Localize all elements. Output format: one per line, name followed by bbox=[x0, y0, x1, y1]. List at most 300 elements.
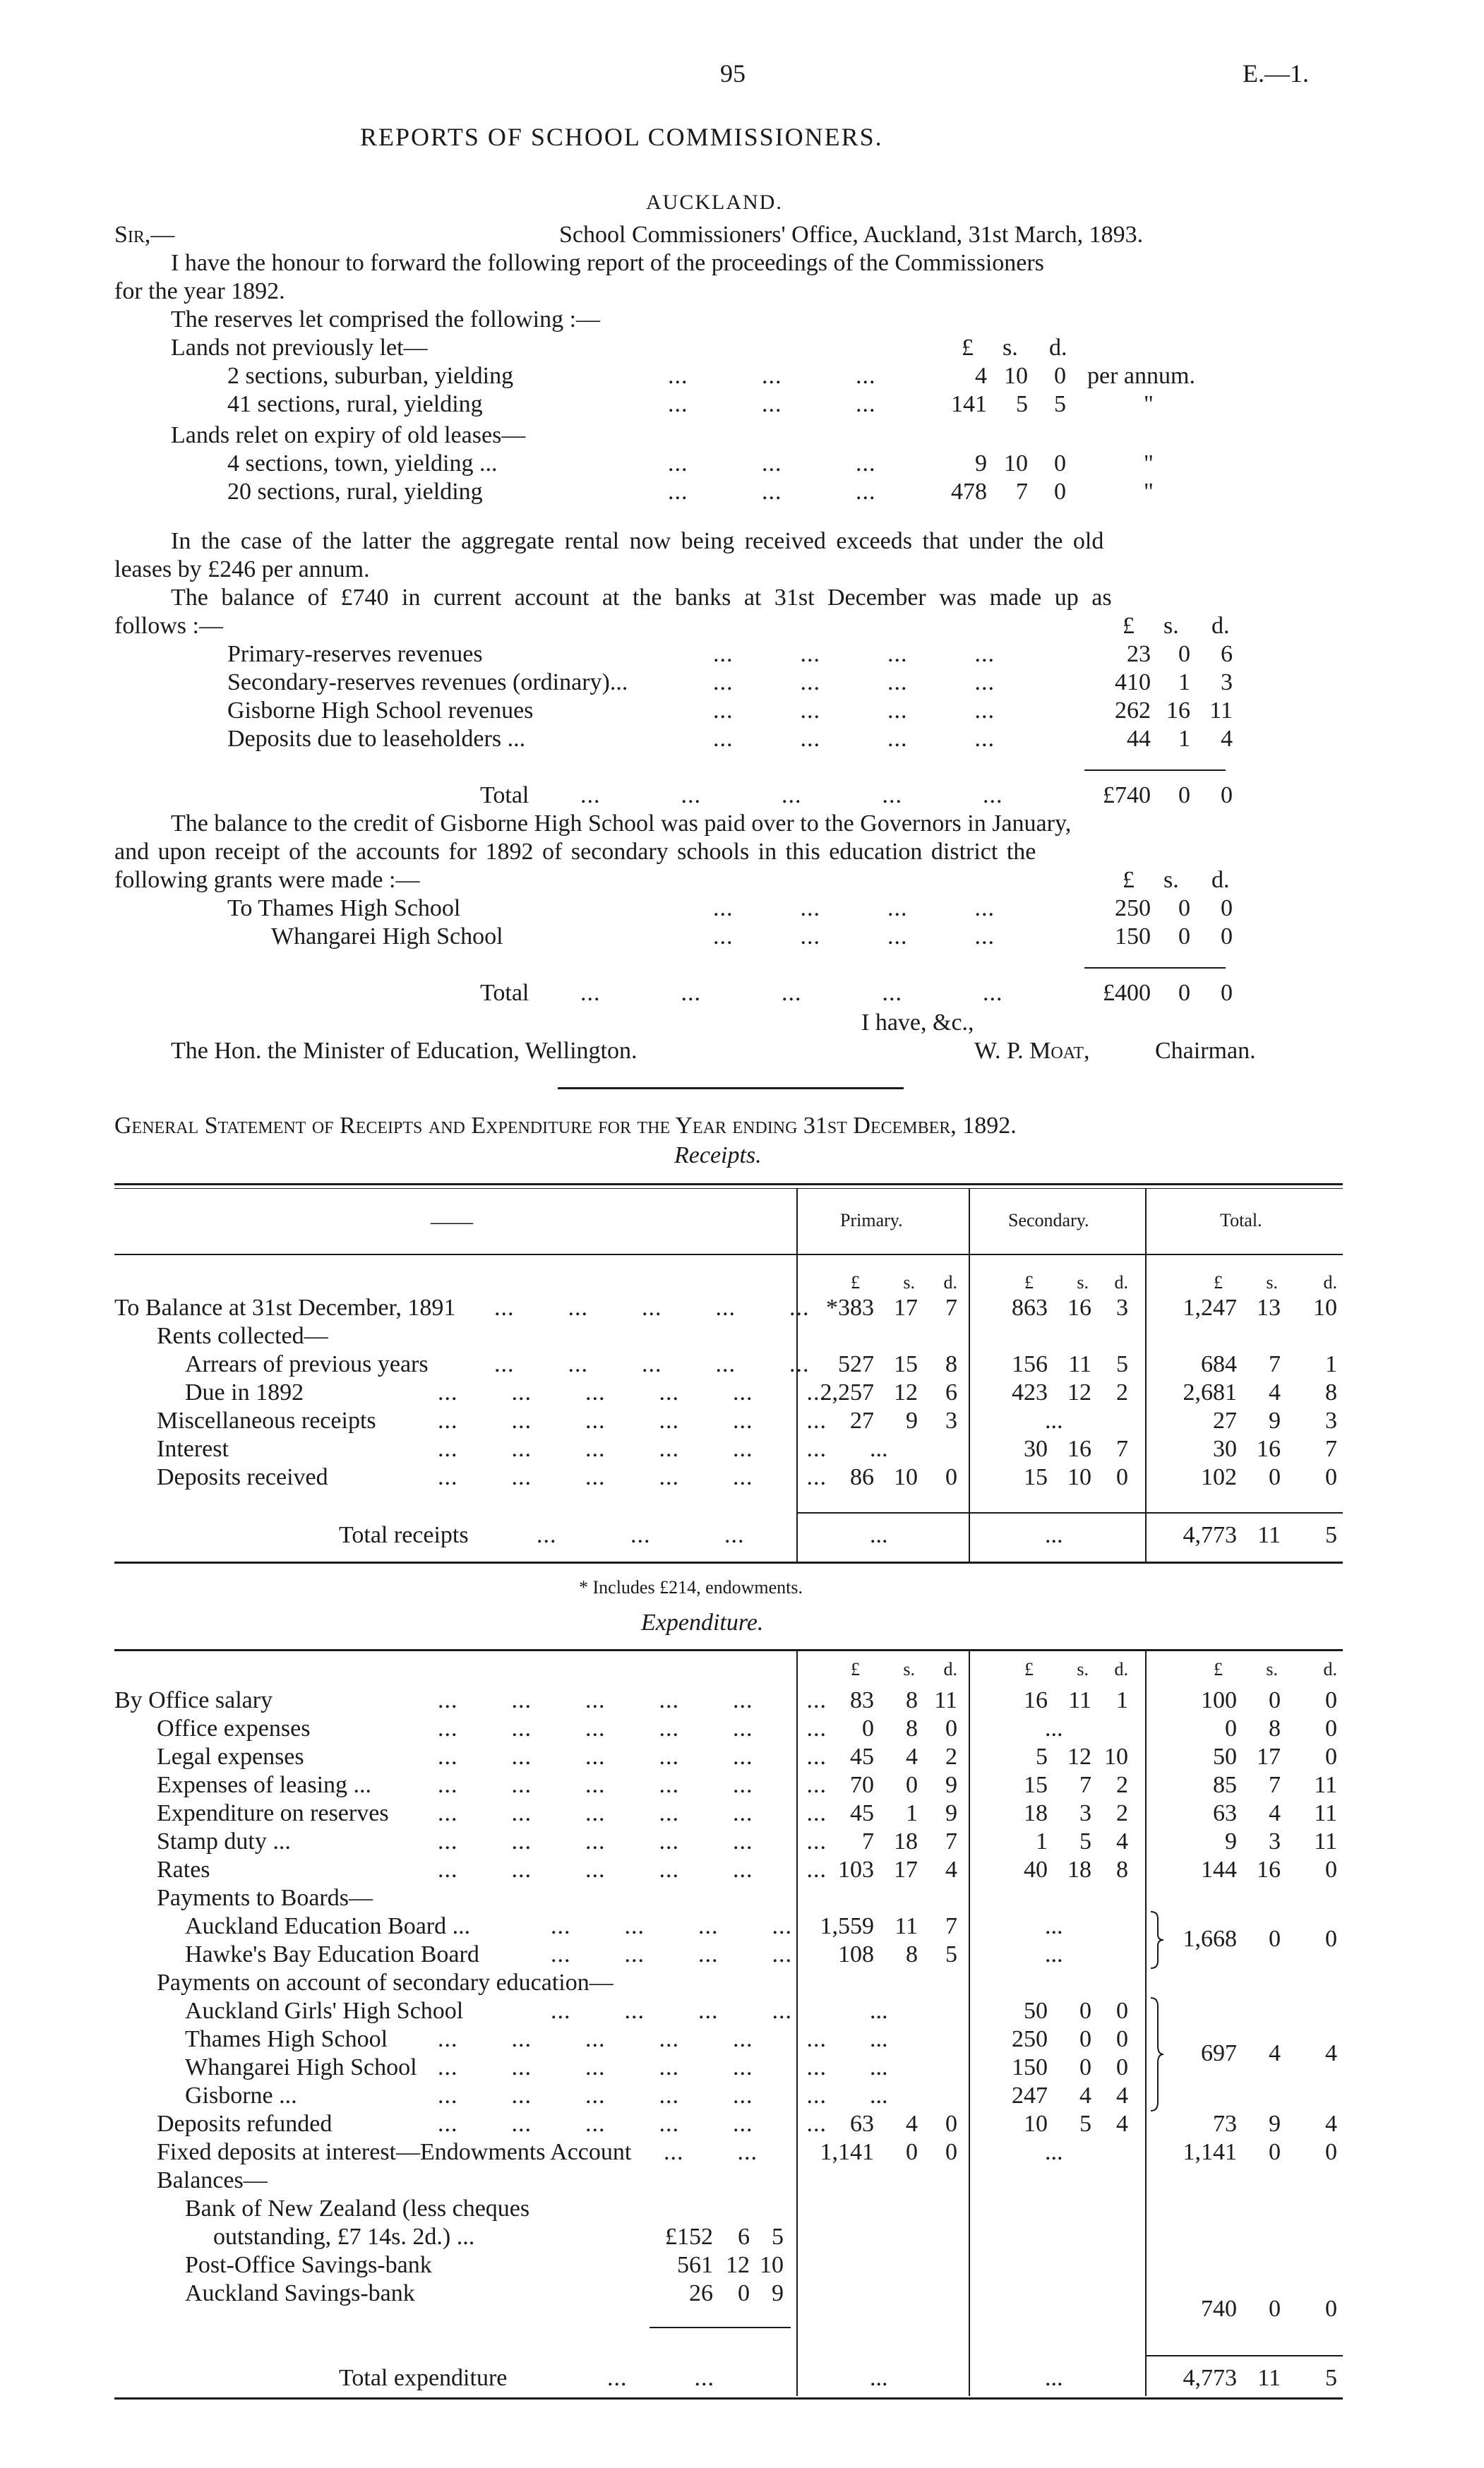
total-pounds: 684 bbox=[1201, 1351, 1237, 1377]
secondary-pence: 8 bbox=[1116, 1857, 1128, 1883]
total-pence: 11 bbox=[1314, 1800, 1337, 1826]
total-shillings: 0 bbox=[1269, 1687, 1281, 1713]
boards-total-pounds: 1,668 bbox=[1183, 1926, 1237, 1952]
secondary-pounds: 15 bbox=[1024, 1464, 1048, 1490]
reserve-suffix: " bbox=[1144, 391, 1154, 417]
primary-pence: 0 bbox=[945, 1715, 957, 1742]
leader-dots: ... ... ... ... ... ... bbox=[438, 1857, 827, 1883]
column-header-primary: Primary. bbox=[840, 1210, 903, 1230]
secondary-pounds: 50 bbox=[1024, 1998, 1048, 2024]
leader-dots: ... ... ... ... ... ... bbox=[438, 1800, 827, 1826]
total-pounds: 1,247 bbox=[1183, 1295, 1237, 1321]
row-label: Interest bbox=[157, 1436, 229, 1462]
row-label: Expenditure on reserves bbox=[157, 1800, 389, 1826]
reserve-pence: 0 bbox=[1054, 479, 1066, 505]
leader-dots: ... ... ... ... bbox=[713, 923, 995, 950]
row-label: Payments on account of secondary education— bbox=[157, 1970, 614, 1996]
table-rule bbox=[1147, 2355, 1343, 2356]
column-header-blank: —— bbox=[431, 1210, 473, 1233]
total-shillings: 16 bbox=[1257, 1857, 1281, 1883]
expenditure-total-pounds: 4,773 bbox=[1183, 2365, 1237, 2391]
secondary-pounds: 423 bbox=[1012, 1379, 1048, 1406]
col-pence-header: d. bbox=[1211, 867, 1230, 893]
primary-pence: 0 bbox=[945, 2139, 957, 2165]
leader-dots: ... ... bbox=[607, 2365, 714, 2391]
total-pence: 0 bbox=[1325, 1687, 1337, 1713]
total-shillings: 0 bbox=[1178, 980, 1190, 1006]
column-header-secondary: Secondary. bbox=[1008, 1210, 1089, 1230]
balance-label: outstanding, £7 14s. 2d.) ... bbox=[213, 2224, 475, 2250]
total-expenditure-label: Total expenditure bbox=[339, 2365, 508, 2391]
reserve-shillings: 10 bbox=[1004, 450, 1028, 477]
total-shillings: 3 bbox=[1269, 1828, 1281, 1855]
primary-shillings: 12 bbox=[894, 1379, 918, 1406]
item-label: Primary-reserves revenues bbox=[227, 641, 483, 667]
secondary-shillings: 16 bbox=[1067, 1295, 1091, 1321]
closing: I have, &c., bbox=[861, 1010, 974, 1036]
reserve-pounds: 4 bbox=[975, 363, 987, 389]
secondary-dots: ... bbox=[1045, 2139, 1063, 2165]
primary-pounds: 86 bbox=[850, 1464, 874, 1490]
secondary-shillings: 5 bbox=[1079, 2111, 1091, 2137]
currency-unit: d. bbox=[943, 1659, 957, 1679]
sum-rule bbox=[1084, 967, 1226, 969]
secondary-shillings: 11 bbox=[1068, 1687, 1091, 1713]
currency-unit: £ bbox=[1024, 1659, 1034, 1679]
total-pence: 0 bbox=[1325, 1715, 1337, 1742]
salutation: Sir,— bbox=[114, 222, 175, 248]
total-pounds: 73 bbox=[1213, 2111, 1237, 2137]
row-label: Deposits received bbox=[157, 1464, 328, 1490]
primary-pence: 2 bbox=[945, 1744, 957, 1770]
item-shillings: 0 bbox=[1178, 923, 1190, 950]
total-pounds: 27 bbox=[1213, 1408, 1237, 1434]
table-rule bbox=[114, 1254, 1343, 1255]
leader-dots: ... ... ... ... ... bbox=[580, 980, 1003, 1006]
group-heading: Lands relet on expiry of old leases— bbox=[171, 422, 526, 448]
total-pounds: 1,141 bbox=[1183, 2139, 1237, 2165]
column-rule bbox=[1145, 1651, 1147, 2396]
statement-title: General Statement of Receipts and Expenditure for the Year ending 31st December, 1892. bbox=[114, 1113, 1017, 1139]
primary-shillings: 15 bbox=[894, 1351, 918, 1377]
total-shillings: 16 bbox=[1257, 1436, 1281, 1462]
col-pence-header: d. bbox=[1211, 613, 1230, 639]
total-pounds: 100 bbox=[1201, 1687, 1237, 1713]
leader-dots: ... ... ... ... bbox=[713, 641, 995, 667]
total-shillings: 0 bbox=[1269, 1464, 1281, 1490]
row-label: Deposits refunded bbox=[157, 2111, 333, 2137]
row-label: Miscellaneous receipts bbox=[157, 1408, 376, 1434]
secondary-pounds: 863 bbox=[1012, 1295, 1048, 1321]
reserve-pounds: 478 bbox=[951, 479, 987, 505]
leader-dots: ... ... ... ... bbox=[713, 726, 995, 752]
leader-dots: ... ... ... ... ... ... bbox=[438, 1436, 827, 1462]
total-pounds: 9 bbox=[1225, 1828, 1237, 1855]
item-pounds: 410 bbox=[1115, 669, 1151, 695]
row-label: To Balance at 31st December, 1891 bbox=[114, 1295, 456, 1321]
region-heading: AUCKLAND. bbox=[646, 191, 783, 214]
secondary-pence: 0 bbox=[1116, 1464, 1128, 1490]
total-pounds: £400 bbox=[1103, 980, 1151, 1006]
currency-unit: s. bbox=[1266, 1272, 1278, 1293]
primary-dots: ... bbox=[870, 1998, 888, 2024]
total-receipts-secondary-dots: ... bbox=[1045, 1522, 1063, 1548]
secondary-shillings: 18 bbox=[1067, 1857, 1091, 1883]
currency-unit: s. bbox=[903, 1272, 915, 1293]
secondary-pence: 4 bbox=[1116, 2083, 1128, 2109]
primary-pence: 6 bbox=[945, 1379, 957, 1406]
total-shillings: 0 bbox=[1178, 782, 1190, 808]
secondary-shillings: 7 bbox=[1079, 1772, 1091, 1798]
leader-dots: ... ... ... ... ... ... bbox=[438, 1772, 827, 1798]
signature-name: W. P. Moat, bbox=[974, 1038, 1090, 1064]
primary-pounds: 7 bbox=[862, 1828, 874, 1855]
primary-shillings: 8 bbox=[906, 1715, 918, 1742]
secondary-dots: ... bbox=[1045, 1408, 1063, 1434]
primary-pounds: 103 bbox=[838, 1857, 874, 1883]
reserve-suffix: " bbox=[1144, 450, 1154, 477]
col-pounds-header: £ bbox=[1123, 867, 1135, 893]
table-rule bbox=[114, 1649, 1343, 1651]
reserve-label: 20 sections, rural, yielding bbox=[227, 479, 483, 505]
total-receipts-primary-dots: ... bbox=[870, 1522, 888, 1548]
total-pounds: 0 bbox=[1225, 1715, 1237, 1742]
total-pence: 0 bbox=[1325, 1744, 1337, 1770]
secondary-pence: 1 bbox=[1116, 1687, 1128, 1713]
row-label: Balances— bbox=[157, 2167, 268, 2193]
reserve-pounds: 9 bbox=[975, 450, 987, 477]
primary-shillings: 9 bbox=[906, 1408, 918, 1434]
leader-dots: ... ... ... ... ... ... bbox=[438, 1464, 827, 1490]
leader-dots: ... ... ... bbox=[668, 479, 876, 505]
primary-pence: 3 bbox=[945, 1408, 957, 1434]
signature-title: Chairman. bbox=[1155, 1038, 1256, 1064]
paragraph-5a: The balance to the credit of Gisborne High School was paid over to the Governors in January, bbox=[171, 810, 1072, 837]
page-number: 95 bbox=[720, 59, 746, 88]
total-receipts-label: Total receipts bbox=[339, 1522, 469, 1548]
primary-pence: 7 bbox=[945, 1828, 957, 1855]
row-label: Thames High School bbox=[185, 2026, 388, 2052]
primary-pence: 0 bbox=[945, 2111, 957, 2137]
total-shillings: 17 bbox=[1257, 1744, 1281, 1770]
secondary-pounds: 30 bbox=[1024, 1436, 1048, 1462]
primary-shillings: 17 bbox=[894, 1857, 918, 1883]
leader-dots: ... ... ... ... bbox=[551, 1913, 792, 1939]
balance-label: Auckland Savings-bank bbox=[185, 2280, 415, 2306]
item-pence: 11 bbox=[1209, 697, 1233, 724]
item-pence: 0 bbox=[1221, 923, 1233, 950]
secondary-pounds: 250 bbox=[1012, 2026, 1048, 2052]
secondary-total-pence: 4 bbox=[1325, 2040, 1337, 2066]
secondary-dots: ... bbox=[1045, 1913, 1063, 1939]
primary-shillings: 0 bbox=[906, 1772, 918, 1798]
receipts-total-pounds: 4,773 bbox=[1183, 1522, 1237, 1548]
primary-shillings: 17 bbox=[894, 1295, 918, 1321]
secondary-dots: ... bbox=[1045, 1941, 1063, 1967]
paragraph-2: The reserves let comprised the following :— bbox=[171, 306, 601, 333]
total-shillings: 0 bbox=[1269, 2139, 1281, 2165]
secondary-total-pounds: 697 bbox=[1201, 2040, 1237, 2066]
row-label: Hawke's Bay Education Board bbox=[185, 1941, 479, 1967]
currency-unit: £ bbox=[1214, 1272, 1223, 1293]
item-pounds: 23 bbox=[1127, 641, 1151, 667]
row-label: Office expenses bbox=[157, 1715, 311, 1742]
row-label: Legal expenses bbox=[157, 1744, 304, 1770]
primary-pounds: 0 bbox=[862, 1715, 874, 1742]
balance-pounds: £152 bbox=[665, 2224, 713, 2250]
row-label: Payments to Boards— bbox=[157, 1885, 373, 1911]
secondary-pounds: 15 bbox=[1024, 1772, 1048, 1798]
item-pence: 4 bbox=[1221, 726, 1233, 752]
total-pounds: 102 bbox=[1201, 1464, 1237, 1490]
item-pounds: 262 bbox=[1115, 697, 1151, 724]
total-pounds: £740 bbox=[1103, 782, 1151, 808]
column-rule bbox=[969, 1651, 970, 2396]
currency-unit: d. bbox=[1114, 1272, 1128, 1293]
row-label: Auckland Girls' High School bbox=[185, 1998, 464, 2024]
paragraph-1b: for the year 1892. bbox=[114, 278, 285, 304]
receipts-heading: Receipts. bbox=[674, 1142, 762, 1168]
balance-pence: 9 bbox=[772, 2280, 784, 2306]
paragraph-4b: follows :— bbox=[114, 613, 223, 639]
balance-pence: 10 bbox=[760, 2252, 784, 2278]
primary-pence: 4 bbox=[945, 1857, 957, 1883]
row-label: Gisborne ... bbox=[185, 2083, 297, 2109]
primary-pence: 0 bbox=[945, 1464, 957, 1490]
primary-dots: ... bbox=[870, 2026, 888, 2052]
boards-total-shillings: 0 bbox=[1269, 1926, 1281, 1952]
item-pence: 0 bbox=[1221, 895, 1233, 921]
reserve-shillings: 5 bbox=[1016, 391, 1028, 417]
primary-pounds: 1,141 bbox=[820, 2139, 874, 2165]
secondary-shillings: 3 bbox=[1079, 1800, 1091, 1826]
primary-pounds: 27 bbox=[850, 1408, 874, 1434]
primary-pounds: 108 bbox=[838, 1941, 874, 1967]
reserve-label: 2 sections, suburban, yielding bbox=[227, 363, 514, 389]
total-pence: 0 bbox=[1325, 1857, 1337, 1883]
total-shillings: 9 bbox=[1269, 1408, 1281, 1434]
leader-dots: ... ... ... bbox=[537, 1522, 745, 1548]
secondary-pence: 2 bbox=[1116, 1379, 1128, 1406]
col-pounds-header: £ bbox=[962, 335, 974, 361]
reserve-pence: 0 bbox=[1054, 450, 1066, 477]
reserve-label: 41 sections, rural, yielding bbox=[227, 391, 483, 417]
currency-unit: s. bbox=[1266, 1659, 1278, 1679]
item-pounds: 150 bbox=[1115, 923, 1151, 950]
primary-shillings: 8 bbox=[906, 1687, 918, 1713]
reserve-pence: 0 bbox=[1054, 363, 1066, 389]
item-label: To Thames High School bbox=[227, 895, 461, 921]
currency-unit: £ bbox=[851, 1659, 860, 1679]
total-shillings: 8 bbox=[1269, 1715, 1281, 1742]
row-label: Fixed deposits at interest—Endowments Account bbox=[157, 2139, 632, 2165]
reserve-pounds: 141 bbox=[951, 391, 987, 417]
total-pence: 11 bbox=[1314, 1828, 1337, 1855]
leader-dots: ... ... ... ... ... ... bbox=[438, 2054, 827, 2080]
total-pounds: 50 bbox=[1213, 1744, 1237, 1770]
table-rule bbox=[114, 2397, 1343, 2400]
leader-dots: ... ... ... bbox=[668, 391, 876, 417]
secondary-pence: 0 bbox=[1116, 1998, 1128, 2024]
currency-unit: d. bbox=[1114, 1659, 1128, 1679]
item-pounds: 44 bbox=[1127, 726, 1151, 752]
secondary-shillings: 11 bbox=[1068, 1351, 1091, 1377]
secondary-pounds: 156 bbox=[1012, 1351, 1048, 1377]
total-pence: 10 bbox=[1313, 1295, 1337, 1321]
primary-shillings: 0 bbox=[906, 2139, 918, 2165]
total-shillings: 7 bbox=[1269, 1772, 1281, 1798]
balance-shillings: 6 bbox=[738, 2224, 750, 2250]
primary-shillings: 18 bbox=[894, 1828, 918, 1855]
total-label: Total bbox=[480, 782, 529, 808]
primary-pence: 11 bbox=[934, 1687, 957, 1713]
secondary-shillings: 16 bbox=[1067, 1436, 1091, 1462]
column-rule bbox=[969, 1189, 970, 1563]
leader-dots: ... ... ... ... ... ... bbox=[438, 1687, 827, 1713]
balances-total-pence: 0 bbox=[1325, 2296, 1337, 2322]
secondary-shillings: 0 bbox=[1079, 2054, 1091, 2080]
balances-total-pounds: 740 bbox=[1201, 2296, 1237, 2322]
primary-pence: 5 bbox=[945, 1941, 957, 1967]
total-shillings: 4 bbox=[1269, 1800, 1281, 1826]
item-pounds: 250 bbox=[1115, 895, 1151, 921]
leader-dots: ... ... ... ... ... ... bbox=[438, 2083, 827, 2109]
reserve-label: 4 sections, town, yielding ... bbox=[227, 450, 498, 477]
currency-unit: s. bbox=[1077, 1659, 1089, 1679]
total-pence: 0 bbox=[1325, 1464, 1337, 1490]
total-pounds: 30 bbox=[1213, 1436, 1237, 1462]
item-shillings: 1 bbox=[1178, 669, 1190, 695]
total-pence: 0 bbox=[1325, 2139, 1337, 2165]
total-pence: 7 bbox=[1325, 1436, 1337, 1462]
leader-dots: ... ... ... ... ... ... bbox=[438, 2026, 827, 2052]
column-rule bbox=[1145, 1189, 1147, 1563]
item-shillings: 16 bbox=[1166, 697, 1190, 724]
currency-unit: d. bbox=[1323, 1272, 1337, 1293]
secondary-pence: 0 bbox=[1116, 2026, 1128, 2052]
leader-dots: ... ... ... ... bbox=[713, 895, 995, 921]
brace-secondary bbox=[1148, 1996, 1169, 2112]
reserve-shillings: 7 bbox=[1016, 479, 1028, 505]
primary-pence: 7 bbox=[945, 1295, 957, 1321]
secondary-pounds: 5 bbox=[1036, 1744, 1048, 1770]
leader-dots: ... ... ... ... ... ... bbox=[438, 1408, 827, 1434]
total-pence: 8 bbox=[1325, 1379, 1337, 1406]
primary-pounds: 45 bbox=[850, 1800, 874, 1826]
brace-boards bbox=[1148, 1910, 1169, 1970]
primary-pounds: 83 bbox=[850, 1687, 874, 1713]
balance-label: Bank of New Zealand (less cheques bbox=[185, 2196, 530, 2222]
primary-shillings: 8 bbox=[906, 1941, 918, 1967]
primary-pence: 9 bbox=[945, 1800, 957, 1826]
col-pounds-header: £ bbox=[1123, 613, 1135, 639]
table-rule bbox=[114, 1188, 1343, 1189]
currency-unit: d. bbox=[1323, 1659, 1337, 1679]
row-label: Expenses of leasing ... bbox=[157, 1772, 372, 1798]
currency-unit: s. bbox=[1077, 1272, 1089, 1293]
column-header-total: Total. bbox=[1220, 1210, 1262, 1230]
row-label: Rents collected— bbox=[157, 1323, 328, 1349]
col-shillings-header: s. bbox=[1003, 335, 1018, 361]
primary-shillings: 10 bbox=[894, 1464, 918, 1490]
leader-dots: ... ... bbox=[664, 2139, 758, 2165]
total-expenditure-primary-dots: ... bbox=[870, 2365, 888, 2391]
primary-pounds: 1,559 bbox=[820, 1913, 874, 1939]
receipts-total-shillings: 11 bbox=[1257, 1522, 1281, 1548]
leader-dots: ... ... ... ... ... ... bbox=[438, 1715, 827, 1742]
col-shillings-header: s. bbox=[1163, 613, 1179, 639]
leader-dots: ... ... ... ... ... ... bbox=[438, 1744, 827, 1770]
col-shillings-header: s. bbox=[1163, 867, 1179, 893]
primary-pence: 7 bbox=[945, 1913, 957, 1939]
primary-pounds: 70 bbox=[850, 1772, 874, 1798]
total-label: Total bbox=[480, 980, 529, 1006]
receipts-total-pence: 5 bbox=[1325, 1522, 1337, 1548]
primary-shillings: 1 bbox=[906, 1800, 918, 1826]
total-pence: 1 bbox=[1325, 1351, 1337, 1377]
page-title: REPORTS OF SCHOOL COMMISSIONERS. bbox=[360, 123, 883, 151]
total-pounds: 63 bbox=[1213, 1800, 1237, 1826]
secondary-shillings: 0 bbox=[1079, 1998, 1091, 2024]
primary-pounds: 45 bbox=[850, 1744, 874, 1770]
row-label: Auckland Education Board ... bbox=[185, 1913, 471, 1939]
secondary-pounds: 10 bbox=[1024, 2111, 1048, 2137]
group-heading: Lands not previously let— bbox=[171, 335, 428, 361]
total-pence: 11 bbox=[1314, 1772, 1337, 1798]
secondary-pence: 2 bbox=[1116, 1800, 1128, 1826]
row-label: Whangarei High School bbox=[185, 2054, 417, 2080]
currency-unit: £ bbox=[1024, 1272, 1034, 1293]
total-pounds: 85 bbox=[1213, 1772, 1237, 1798]
secondary-shillings: 0 bbox=[1079, 2026, 1091, 2052]
leader-dots: ... ... ... ... ... ... bbox=[438, 1379, 827, 1406]
table-rule bbox=[114, 1562, 1343, 1564]
secondary-pence: 4 bbox=[1116, 2111, 1128, 2137]
leader-dots: ... ... ... ... bbox=[713, 697, 995, 724]
total-pence: 3 bbox=[1325, 1408, 1337, 1434]
sum-rule bbox=[650, 2327, 791, 2328]
primary-shillings: 11 bbox=[894, 1913, 918, 1939]
leader-dots: ... ... ... ... ... bbox=[580, 782, 1003, 808]
balance-pounds: 26 bbox=[689, 2280, 713, 2306]
primary-pence: 8 bbox=[945, 1351, 957, 1377]
secondary-dots: ... bbox=[1045, 1715, 1063, 1742]
paragraph-3a: In the case of the latter the aggregate rental now being received exceeds that under the old bbox=[171, 528, 1104, 554]
currency-unit: £ bbox=[851, 1272, 860, 1293]
balance-shillings: 12 bbox=[726, 2252, 750, 2278]
total-shillings: 4 bbox=[1269, 1379, 1281, 1406]
secondary-shillings: 4 bbox=[1079, 2083, 1091, 2109]
secondary-pence: 3 bbox=[1116, 1295, 1128, 1321]
leader-dots: ... ... ... ... ... bbox=[494, 1351, 810, 1377]
row-label: Arrears of previous years bbox=[185, 1351, 429, 1377]
row-label: Due in 1892 bbox=[185, 1379, 304, 1406]
secondary-pounds: 1 bbox=[1036, 1828, 1048, 1855]
row-label: Rates bbox=[157, 1857, 210, 1883]
primary-shillings: 4 bbox=[906, 1744, 918, 1770]
primary-pounds: 2,257 bbox=[820, 1379, 874, 1406]
row-label: Stamp duty ... bbox=[157, 1828, 291, 1855]
item-label: Whangarei High School bbox=[271, 923, 503, 950]
leader-dots: ... ... ... ... bbox=[713, 669, 995, 695]
primary-dots: ... bbox=[870, 2083, 888, 2109]
secondary-pounds: 16 bbox=[1024, 1687, 1048, 1713]
secondary-pence: 2 bbox=[1116, 1772, 1128, 1798]
total-expenditure-secondary-dots: ... bbox=[1045, 2365, 1063, 2391]
balance-pence: 5 bbox=[772, 2224, 784, 2250]
total-shillings: 13 bbox=[1257, 1295, 1281, 1321]
leader-dots: ... ... ... bbox=[668, 363, 876, 389]
